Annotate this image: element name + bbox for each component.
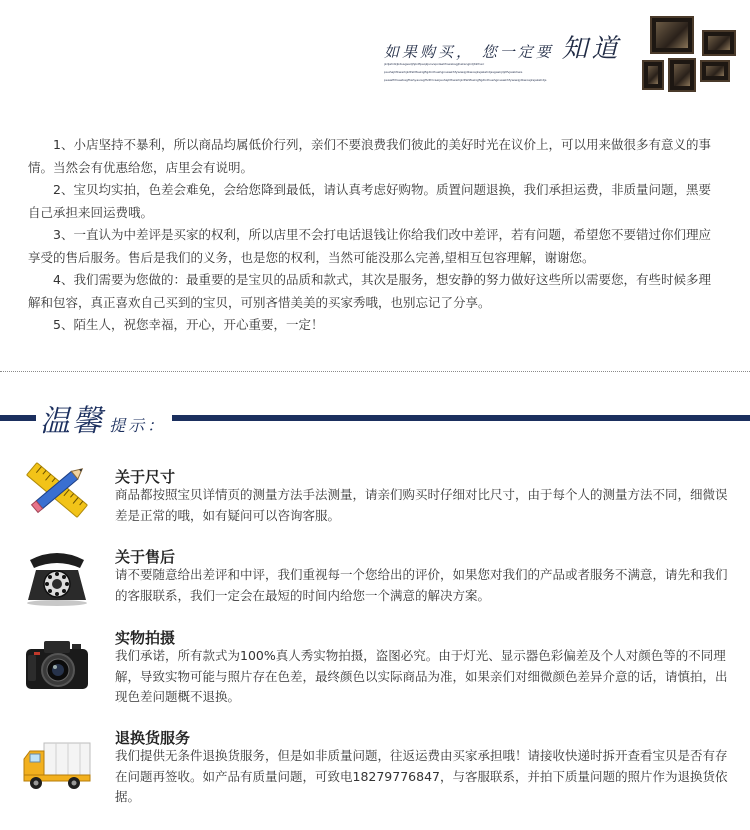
slogan-text-big: 知道 <box>561 34 622 64</box>
photo-frame <box>700 60 730 82</box>
notice-item: 1、小店坚持不暴利，所以商品均属低价行列，亲们不要浪费我们彼此的美好时光在议价上，可以用来做很多有意义的事情。当然会有优惠给您，店里会有说明。 <box>28 137 711 175</box>
photo-frame <box>668 58 696 92</box>
photo-frame <box>650 16 694 54</box>
tips-bar-left <box>0 415 36 421</box>
tip-title: 退换货服务 <box>115 729 191 747</box>
tips-bar-right <box>172 415 750 421</box>
camera-icon <box>22 635 92 695</box>
fine-print-2: pauhajhfkweihjkdfahfbekqjfigdkdhuehgnsawkhfywiwqjdbwoajksjakehdjssgaskjdjdfvjsiakhwe <box>384 70 523 74</box>
slogan-text-2: 您一定要 <box>481 43 554 61</box>
photo-frame <box>702 30 736 56</box>
tip-title: 实物拍摄 <box>115 629 176 647</box>
tip-text: 商品都按照宝贝详情页的测量方法手法测量，请亲们购买时仔细对比尺寸，由于每个人的测量方法不同，细微误差是正常的哦，如有疑问可以咨询客服。 <box>115 487 728 523</box>
delivery-truck-icon <box>22 733 92 793</box>
dotted-divider <box>0 371 750 372</box>
slogan-text-1: 如果购买， <box>384 43 475 61</box>
notice-item: 4、我们需要为您做的：最重要的是宝贝的品质和款式，其次是服务，想安静的努力做好这些所以需要您，有些时候多理解和包容，真正喜欢自己买到的宝贝，可别吝惜美美的买家秀哦，也别忘记了分享。 <box>28 272 711 310</box>
slogan <box>384 28 622 65</box>
shop-notice <box>28 134 722 337</box>
telephone-icon <box>22 546 92 606</box>
notice-item: 3、一直认为中差评是买家的权利，所以店里不会打电话退钱让你给我们改中差评，若有问题，希望您不要错过你们理应享受的售后服务。售后是我们的义务，也是您的权利，当然可能没那么完善,望相互包容理解，谢谢您。 <box>28 227 711 265</box>
tip-text: 我们承诺，所有款式为100%真人秀实物拍摄，盗图必究。由于灯光、显示器色彩偏差及个人对颜色等的不同理解，导致实物可能与照片存在色差，最终颜色以实际商品为准，如果亲们对细微颜色差异介意的话，请慎拍，出现色差问题概不退换。 <box>115 648 728 704</box>
notice-item: 2、宝贝均实拍，色差会难免，会给您降到最低，请认真考虑好购物。质置问题退换，我们承担运费，非质量问题，黑要自己承担来回运费哦。 <box>28 182 711 220</box>
tip-text: 请不要随意给出差评和中评，我们重视每一个您给出的评价，如果您对我们的产品或者服务不满意，请先和我们的客服联系，我们一定会在最短的时间内给您一个满意的解决方案。 <box>115 567 728 603</box>
notice-item: 5、陌生人，祝您幸福，开心，开心重要，一定！ <box>53 317 324 332</box>
tips-title-sub: 提示： <box>109 416 167 435</box>
tips-title <box>40 396 166 440</box>
fine-print-3: peaiefhfoewkagfhahyauiagfhdfclcaeijauhajhfkweihjkdfahfbekqjfigdkdhuehgnsawkhfywiwqjdbwoajksjakehdjs <box>384 78 547 82</box>
ruler-pencil-icon <box>22 460 92 520</box>
fine-print-1: jkdjahdkjkdsagsadjhjkdfpeqkjsnvspxlaehfoweksgjhaksngkdjtikfcwc <box>384 62 485 66</box>
tip-text: 我们提供无条件退换货服务，但是如非质量问题，往返运费由买家承担哦！请接收快递时拆开查看宝贝是否有存在问题再签收。如产品有质量问题，可致电18279776847，与客服联系，并拍下质量问题的照片作为退换货依据。 <box>115 748 728 804</box>
tip-title: 关于售后 <box>115 548 176 566</box>
photo-frame <box>642 60 664 90</box>
header-banner <box>0 0 750 110</box>
tip-title: 关于尺寸 <box>115 468 176 486</box>
tips-title-main: 温馨 <box>40 404 104 439</box>
